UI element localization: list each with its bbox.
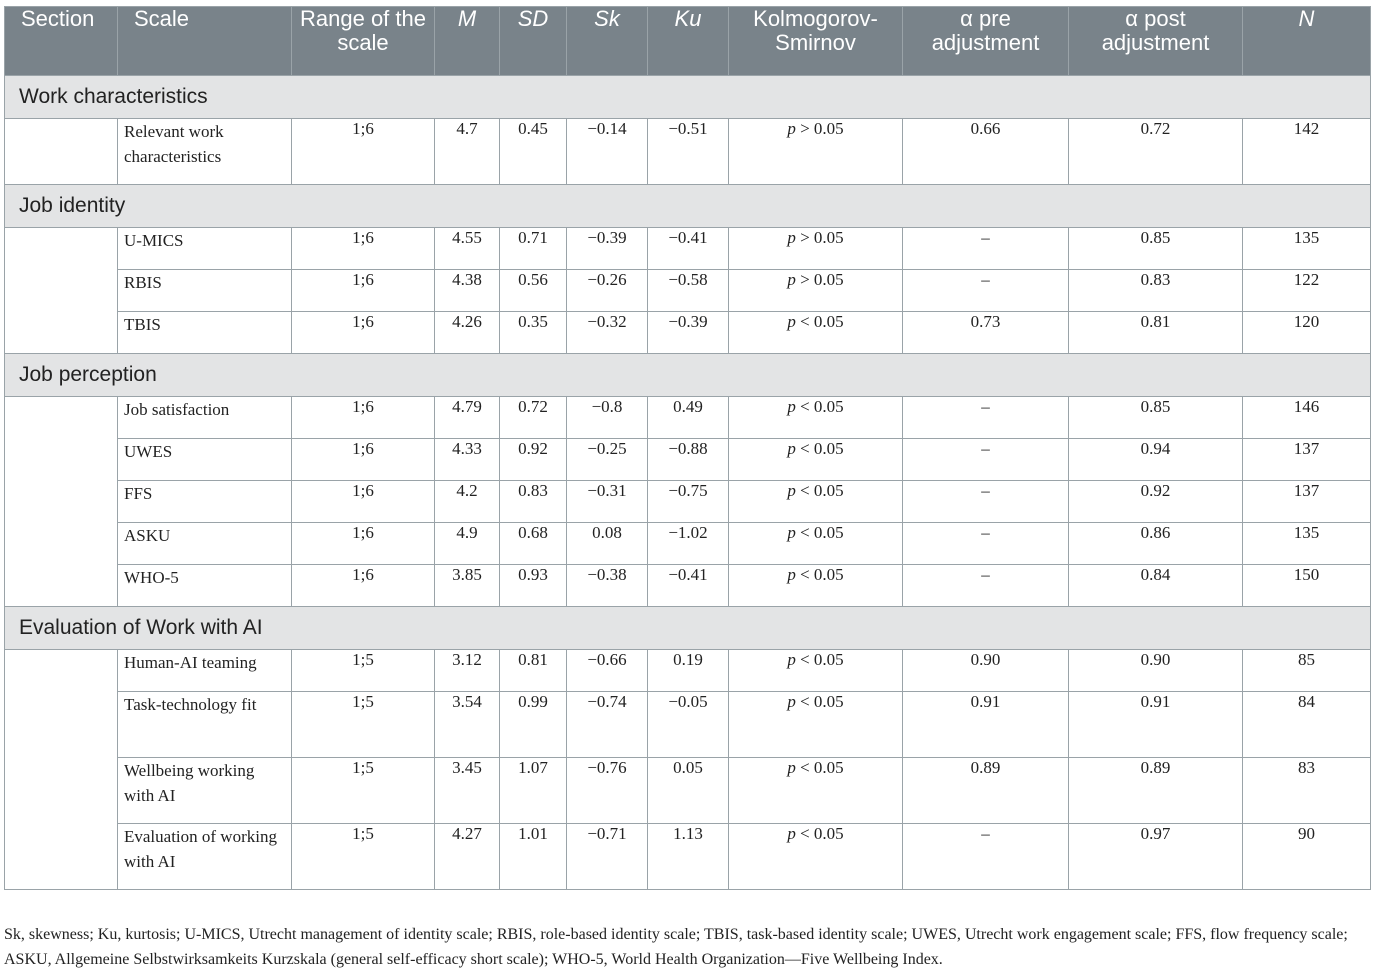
range-cell: 1;6 (292, 119, 435, 185)
ks-cell: p < 0.05 (729, 397, 903, 439)
kurtosis-cell: −0.88 (648, 439, 729, 481)
n-cell: 85 (1243, 650, 1371, 692)
descriptive-statistics-table (4, 6, 1371, 890)
alpha-post-cell: 0.81 (1069, 312, 1243, 354)
mean-cell: 4.38 (435, 270, 500, 312)
skewness-cell: −0.38 (567, 565, 648, 607)
kurtosis-cell: −1.02 (648, 523, 729, 565)
kurtosis-cell: −0.39 (648, 312, 729, 354)
section-title: Work characteristics (5, 76, 1371, 119)
mean-cell: 4.9 (435, 523, 500, 565)
table-row (5, 650, 1371, 692)
alpha-post-cell: 0.91 (1069, 692, 1243, 758)
sd-cell: 0.35 (500, 312, 567, 354)
skewness-cell: −0.26 (567, 270, 648, 312)
alpha-post-cell: 0.89 (1069, 758, 1243, 824)
mean-cell: 4.26 (435, 312, 500, 354)
kurtosis-cell: −0.41 (648, 228, 729, 270)
alpha-pre-cell: – (903, 397, 1069, 439)
n-cell: 84 (1243, 692, 1371, 758)
skewness-cell: −0.39 (567, 228, 648, 270)
ks-cell: p > 0.05 (729, 119, 903, 185)
table-row (5, 397, 1371, 439)
scale-name-cell: UWES (118, 439, 292, 481)
table-row (5, 119, 1371, 185)
scale-name-cell: TBIS (118, 312, 292, 354)
mean-cell: 3.12 (435, 650, 500, 692)
skewness-cell: −0.66 (567, 650, 648, 692)
kurtosis-cell: −0.75 (648, 481, 729, 523)
alpha-post-cell: 0.72 (1069, 119, 1243, 185)
ks-cell: p < 0.05 (729, 312, 903, 354)
kurtosis-cell: 1.13 (648, 824, 729, 890)
alpha-post-cell: 0.86 (1069, 523, 1243, 565)
table-header (5, 7, 1371, 76)
range-cell: 1;6 (292, 312, 435, 354)
skewness-cell: −0.14 (567, 119, 648, 185)
mean-cell: 4.27 (435, 824, 500, 890)
header-skewness: Sk (567, 7, 648, 76)
kurtosis-cell: −0.41 (648, 565, 729, 607)
table-body (5, 76, 1371, 890)
n-cell: 90 (1243, 824, 1371, 890)
skewness-cell: −0.32 (567, 312, 648, 354)
sd-cell: 0.71 (500, 228, 567, 270)
skewness-cell: −0.8 (567, 397, 648, 439)
kurtosis-cell: 0.05 (648, 758, 729, 824)
ks-cell: p < 0.05 (729, 650, 903, 692)
header-sd: SD (500, 7, 567, 76)
skewness-cell: 0.08 (567, 523, 648, 565)
range-cell: 1;6 (292, 523, 435, 565)
table-row (5, 270, 1371, 312)
sd-cell: 0.92 (500, 439, 567, 481)
header-alpha-pre: α pre adjustment (903, 7, 1069, 76)
ks-cell: p < 0.05 (729, 692, 903, 758)
skewness-cell: −0.74 (567, 692, 648, 758)
section-row (5, 76, 1371, 119)
alpha-post-cell: 0.85 (1069, 397, 1243, 439)
skewness-cell: −0.71 (567, 824, 648, 890)
mean-cell: 4.7 (435, 119, 500, 185)
n-cell: 146 (1243, 397, 1371, 439)
sd-cell: 1.07 (500, 758, 567, 824)
section-title: Evaluation of Work with AI (5, 607, 1371, 650)
range-cell: 1;6 (292, 565, 435, 607)
skewness-cell: −0.25 (567, 439, 648, 481)
range-cell: 1;6 (292, 439, 435, 481)
header-n: N (1243, 7, 1371, 76)
ks-cell: p < 0.05 (729, 481, 903, 523)
sd-cell: 0.72 (500, 397, 567, 439)
scale-name-cell: WHO-5 (118, 565, 292, 607)
range-cell: 1;5 (292, 824, 435, 890)
scale-name-cell: FFS (118, 481, 292, 523)
alpha-pre-cell: 0.89 (903, 758, 1069, 824)
n-cell: 137 (1243, 481, 1371, 523)
sd-cell: 1.01 (500, 824, 567, 890)
ks-cell: p > 0.05 (729, 270, 903, 312)
skewness-cell: −0.76 (567, 758, 648, 824)
alpha-post-cell: 0.92 (1069, 481, 1243, 523)
mean-cell: 4.33 (435, 439, 500, 481)
table-row (5, 758, 1371, 824)
mean-cell: 4.2 (435, 481, 500, 523)
section-row (5, 354, 1371, 397)
kurtosis-cell: −0.51 (648, 119, 729, 185)
n-cell: 120 (1243, 312, 1371, 354)
n-cell: 135 (1243, 523, 1371, 565)
mean-cell: 4.79 (435, 397, 500, 439)
kurtosis-cell: 0.19 (648, 650, 729, 692)
alpha-post-cell: 0.84 (1069, 565, 1243, 607)
n-cell: 142 (1243, 119, 1371, 185)
mean-cell: 3.85 (435, 565, 500, 607)
table-row (5, 481, 1371, 523)
ks-cell: p < 0.05 (729, 523, 903, 565)
alpha-pre-cell: 0.73 (903, 312, 1069, 354)
n-cell: 83 (1243, 758, 1371, 824)
alpha-post-cell: 0.83 (1069, 270, 1243, 312)
alpha-pre-cell: – (903, 439, 1069, 481)
ks-cell: p < 0.05 (729, 758, 903, 824)
sd-cell: 0.93 (500, 565, 567, 607)
scale-name-cell: U-MICS (118, 228, 292, 270)
kurtosis-cell: −0.58 (648, 270, 729, 312)
ks-cell: p < 0.05 (729, 439, 903, 481)
alpha-pre-cell: – (903, 270, 1069, 312)
alpha-pre-cell: – (903, 228, 1069, 270)
header-section: Section (5, 7, 118, 76)
range-cell: 1;5 (292, 692, 435, 758)
table-row (5, 312, 1371, 354)
range-cell: 1;6 (292, 270, 435, 312)
section-spacer-cell (5, 397, 118, 607)
scale-name-cell: ASKU (118, 523, 292, 565)
alpha-post-cell: 0.85 (1069, 228, 1243, 270)
n-cell: 122 (1243, 270, 1371, 312)
table-row (5, 565, 1371, 607)
alpha-pre-cell: – (903, 824, 1069, 890)
range-cell: 1;6 (292, 397, 435, 439)
n-cell: 135 (1243, 228, 1371, 270)
section-row (5, 185, 1371, 228)
sd-cell: 0.99 (500, 692, 567, 758)
alpha-pre-cell: – (903, 565, 1069, 607)
table-row (5, 824, 1371, 890)
mean-cell: 4.55 (435, 228, 500, 270)
scale-name-cell: Evaluation of working with AI (118, 824, 292, 890)
sd-cell: 0.56 (500, 270, 567, 312)
scale-name-cell: Human-AI teaming (118, 650, 292, 692)
section-spacer-cell (5, 228, 118, 354)
header-range: Range of the scale (292, 7, 435, 76)
scale-name-cell: Job satisfaction (118, 397, 292, 439)
header-kurtosis: Ku (648, 7, 729, 76)
n-cell: 137 (1243, 439, 1371, 481)
table-footnote: Sk, skewness; Ku, kurtosis; U-MICS, Utrecht management of identity scale; RBIS, role-based identity scale; TBIS, task-based identity scale; UWES, Utrecht work engagement scale; FFS, flow frequency scale; ASKU, Allgemeine Selbstwirksamkeits Kurzskala (general self-efficacy short scale); WHO-5, World Health Organization—Five Wellbeing Index. (4, 926, 1348, 968)
kurtosis-cell: 0.49 (648, 397, 729, 439)
sd-cell: 0.45 (500, 119, 567, 185)
ks-cell: p > 0.05 (729, 228, 903, 270)
header-alpha-post: α post adjustment (1069, 7, 1243, 76)
scale-name-cell: Task-technology fit (118, 692, 292, 758)
alpha-pre-cell: 0.90 (903, 650, 1069, 692)
scale-name-cell: Wellbeing working with AI (118, 758, 292, 824)
sd-cell: 0.83 (500, 481, 567, 523)
section-title: Job perception (5, 354, 1371, 397)
ks-cell: p < 0.05 (729, 824, 903, 890)
table-row (5, 692, 1371, 758)
table-row (5, 228, 1371, 270)
alpha-pre-cell: 0.66 (903, 119, 1069, 185)
header-scale: Scale (118, 7, 292, 76)
section-title: Job identity (5, 185, 1371, 228)
alpha-post-cell: 0.90 (1069, 650, 1243, 692)
ks-cell: p < 0.05 (729, 565, 903, 607)
range-cell: 1;5 (292, 650, 435, 692)
section-row (5, 607, 1371, 650)
skewness-cell: −0.31 (567, 481, 648, 523)
sd-cell: 0.68 (500, 523, 567, 565)
n-cell: 150 (1243, 565, 1371, 607)
range-cell: 1;6 (292, 481, 435, 523)
scale-name-cell: RBIS (118, 270, 292, 312)
sd-cell: 0.81 (500, 650, 567, 692)
table-row (5, 523, 1371, 565)
header-mean: M (435, 7, 500, 76)
mean-cell: 3.45 (435, 758, 500, 824)
kurtosis-cell: −0.05 (648, 692, 729, 758)
scale-name-cell: Relevant work characteristics (118, 119, 292, 185)
alpha-pre-cell: – (903, 523, 1069, 565)
mean-cell: 3.54 (435, 692, 500, 758)
alpha-pre-cell: 0.91 (903, 692, 1069, 758)
range-cell: 1;6 (292, 228, 435, 270)
section-spacer-cell (5, 119, 118, 185)
header-kolmogorov-smirnov: Kolmogorov-Smirnov (729, 7, 903, 76)
alpha-pre-cell: – (903, 481, 1069, 523)
range-cell: 1;5 (292, 758, 435, 824)
alpha-post-cell: 0.97 (1069, 824, 1243, 890)
alpha-post-cell: 0.94 (1069, 439, 1243, 481)
table-row (5, 439, 1371, 481)
section-spacer-cell (5, 650, 118, 890)
